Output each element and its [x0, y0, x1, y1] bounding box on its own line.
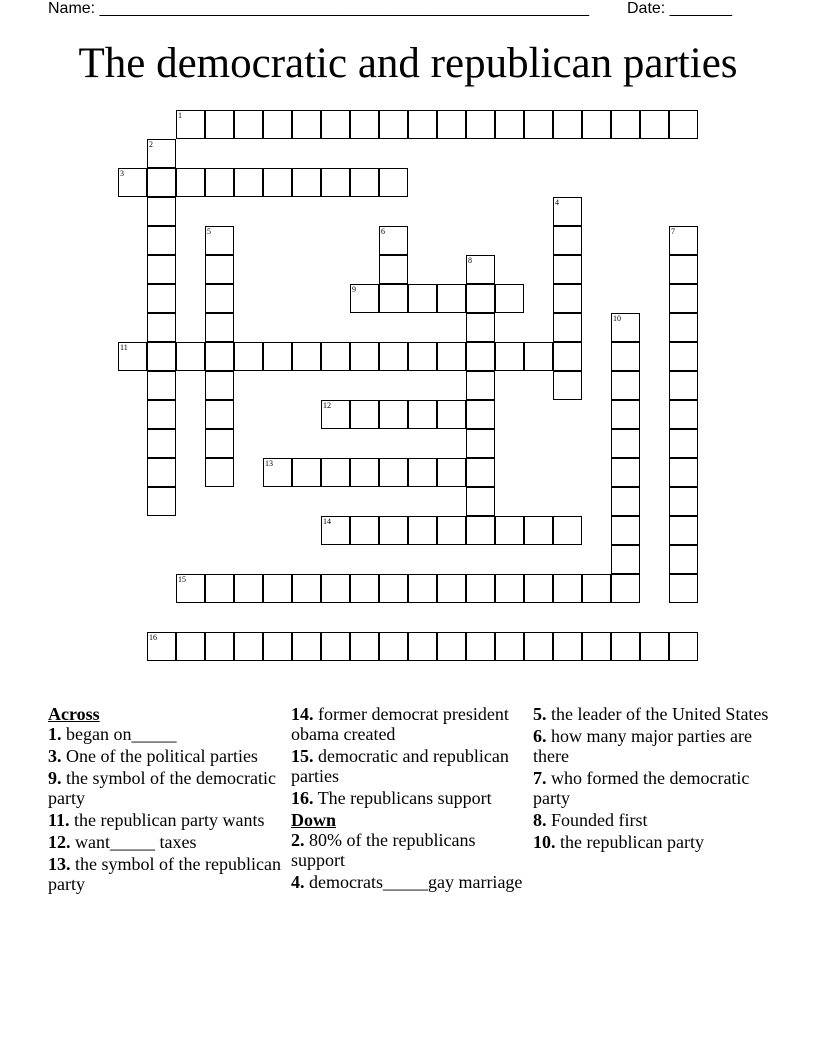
clue-text: the leader of the United States: [551, 704, 769, 724]
clue-number: 16.: [291, 788, 314, 808]
crossword-cell: [466, 284, 495, 313]
across-clue: [48, 854, 284, 894]
crossword-cell: [408, 458, 437, 487]
crossword-cell: [611, 632, 640, 661]
crossword-cell: [611, 429, 640, 458]
cell-number: 4: [555, 198, 559, 207]
crossword-cell: [147, 371, 176, 400]
crossword-cell: [234, 342, 263, 371]
crossword-cell: [669, 516, 698, 545]
clue-number: 7.: [533, 768, 547, 788]
cell-number: 15: [178, 575, 186, 584]
crossword-cell: [321, 458, 350, 487]
crossword-cell: [292, 632, 321, 661]
crossword-cell: [147, 284, 176, 313]
clue-column-1: [48, 704, 284, 896]
crossword-cell: [553, 197, 582, 226]
crossword-cell: [292, 342, 321, 371]
crossword-cell: [669, 284, 698, 313]
crossword-cell: [437, 342, 466, 371]
cell-number: 11: [120, 343, 128, 352]
crossword-cell: [350, 342, 379, 371]
crossword-cell: [379, 458, 408, 487]
crossword-cell: [205, 342, 234, 371]
crossword-cell: [611, 110, 640, 139]
cell-number: 13: [265, 459, 273, 468]
crossword-cell: [205, 429, 234, 458]
crossword-cell: [466, 110, 495, 139]
crossword-cell: [205, 458, 234, 487]
crossword-cell: [350, 516, 379, 545]
crossword-cell: [669, 255, 698, 284]
crossword-cell: [466, 342, 495, 371]
page-title: The democratic and republican parties: [78, 40, 738, 87]
crossword-cell: [205, 168, 234, 197]
crossword-cell: [669, 110, 698, 139]
crossword-cell: [205, 632, 234, 661]
crossword-cell: [437, 458, 466, 487]
across-clue: [48, 832, 284, 852]
clue-text: democrats_____gay marriage: [309, 872, 523, 892]
date-field-label: Date: _______: [627, 0, 732, 17]
crossword-cell: [669, 400, 698, 429]
crossword-cell: [553, 516, 582, 545]
crossword-cell: [466, 574, 495, 603]
crossword-cell: [611, 574, 640, 603]
crossword-cell: [553, 255, 582, 284]
crossword-cell: [292, 168, 321, 197]
crossword-cell: [408, 400, 437, 429]
crossword-cell: [263, 574, 292, 603]
crossword-cell: [205, 110, 234, 139]
crossword-cell: [437, 110, 466, 139]
crossword-cell: [669, 487, 698, 516]
crossword-cell: [611, 342, 640, 371]
crossword-cell: [321, 110, 350, 139]
crossword-cell: [350, 400, 379, 429]
crossword-cell: [437, 574, 466, 603]
crossword-cell: [379, 284, 408, 313]
crossword-cell: [292, 110, 321, 139]
crossword-cell: [205, 226, 234, 255]
cell-number: 14: [323, 517, 331, 526]
crossword-cell: [408, 342, 437, 371]
crossword-cell: [669, 574, 698, 603]
crossword-cell: [669, 371, 698, 400]
crossword-cell: [611, 545, 640, 574]
crossword-cell: [669, 342, 698, 371]
crossword-cell: [495, 342, 524, 371]
clue-number: 4.: [291, 872, 305, 892]
crossword-cell: [379, 632, 408, 661]
cell-number: 8: [468, 256, 472, 265]
crossword-cell: [379, 168, 408, 197]
clue-number: 15.: [291, 746, 314, 766]
crossword-cell: [147, 226, 176, 255]
crossword-cell: [292, 458, 321, 487]
cell-number: 6: [381, 227, 385, 236]
clue-text: who formed the democratic party: [533, 768, 750, 808]
crossword-cell: [495, 284, 524, 313]
crossword-cell: [234, 574, 263, 603]
crossword-cell: [582, 110, 611, 139]
clue-text: began on_____: [66, 724, 177, 744]
crossword-cell: [466, 458, 495, 487]
crossword-cell: [263, 110, 292, 139]
crossword-cell: [234, 168, 263, 197]
crossword-cell: [495, 574, 524, 603]
across-clue: [48, 768, 284, 808]
crossword-cell: [321, 400, 350, 429]
crossword-cell: [437, 632, 466, 661]
crossword-cell: [176, 110, 205, 139]
crossword-cell: [524, 110, 553, 139]
crossword-cell: [640, 110, 669, 139]
crossword-cell: [176, 342, 205, 371]
crossword-cell: [176, 574, 205, 603]
clue-text: the symbol of the republican party: [48, 854, 281, 894]
crossword-cell: [350, 110, 379, 139]
crossword-cell: [553, 313, 582, 342]
crossword-cell: [582, 574, 611, 603]
crossword-cell: [379, 574, 408, 603]
crossword-cell: [408, 516, 437, 545]
crossword-cell: [147, 168, 176, 197]
crossword-cell: [321, 168, 350, 197]
crossword-cell: [147, 342, 176, 371]
crossword-cell: [408, 110, 437, 139]
crossword-cell: [234, 632, 263, 661]
down-clue: [533, 768, 783, 808]
down-clue: [533, 832, 783, 852]
down-clue: [533, 704, 783, 724]
crossword-cell: [205, 255, 234, 284]
clue-number: 9.: [48, 768, 62, 788]
cell-number: 3: [120, 169, 124, 178]
clue-text: the republican party wants: [74, 810, 265, 830]
crossword-cell: [379, 226, 408, 255]
crossword-cell: [234, 110, 263, 139]
crossword-cell: [582, 632, 611, 661]
crossword-cell: [669, 632, 698, 661]
cell-number: 12: [323, 401, 331, 410]
crossword-cell: [147, 139, 176, 168]
crossword-cell: [437, 516, 466, 545]
crossword-cell: [263, 168, 292, 197]
crossword-cell: [466, 487, 495, 516]
crossword-cell: [437, 400, 466, 429]
crossword-cell: [524, 574, 553, 603]
crossword-cell: [147, 632, 176, 661]
crossword-cell: [466, 429, 495, 458]
clue-number: 12.: [48, 832, 71, 852]
crossword-cell: [669, 545, 698, 574]
clue-column-3: [533, 704, 783, 854]
crossword-cell: [553, 284, 582, 313]
crossword-cell: [466, 632, 495, 661]
crossword-cell: [553, 342, 582, 371]
crossword-cell: [292, 574, 321, 603]
crossword-cell: [611, 487, 640, 516]
down-clue: [291, 830, 527, 870]
crossword-cell: [147, 487, 176, 516]
crossword-cell: [611, 516, 640, 545]
crossword-cell: [321, 632, 350, 661]
cell-number: 7: [671, 227, 675, 236]
crossword-cell: [350, 168, 379, 197]
crossword-cell: [524, 516, 553, 545]
cell-number: 10: [613, 314, 621, 323]
crossword-cell: [669, 429, 698, 458]
across-heading: Across: [48, 704, 100, 724]
crossword-cell: [205, 313, 234, 342]
crossword-cell: [263, 458, 292, 487]
clue-text: how many major parties are there: [533, 726, 752, 766]
crossword-cell: [205, 371, 234, 400]
cell-number: 1: [178, 111, 182, 120]
crossword-cell: [669, 226, 698, 255]
crossword-cell: [350, 574, 379, 603]
clue-column-2: [291, 704, 527, 894]
clue-text: former democrat president obama created: [291, 704, 509, 744]
crossword-cell: [553, 632, 582, 661]
clue-text: the republican party: [560, 832, 704, 852]
down-clue: [533, 726, 783, 766]
crossword-cell: [176, 168, 205, 197]
clue-number: 13.: [48, 854, 71, 874]
crossword-cell: [379, 255, 408, 284]
clue-text: the symbol of the democratic party: [48, 768, 276, 808]
down-clue: [291, 872, 527, 892]
crossword-cell: [118, 342, 147, 371]
crossword-cell: [263, 342, 292, 371]
clue-number: 6.: [533, 726, 547, 746]
clue-number: 3.: [48, 746, 62, 766]
crossword-cell: [466, 313, 495, 342]
crossword-cell: [553, 574, 582, 603]
clue-number: 1.: [48, 724, 62, 744]
clue-number: 5.: [533, 704, 547, 724]
across-clue: [291, 746, 527, 786]
crossword-cell: [147, 400, 176, 429]
clue-number: 10.: [533, 832, 556, 852]
down-heading: Down: [291, 810, 337, 830]
crossword-cell: [466, 255, 495, 284]
crossword-cell: [321, 574, 350, 603]
crossword-cell: [147, 197, 176, 226]
crossword-cell: [669, 458, 698, 487]
crossword-cell: [350, 458, 379, 487]
crossword-cell: [147, 313, 176, 342]
crossword-cell: [611, 458, 640, 487]
crossword-cell: [263, 632, 292, 661]
name-field-label: Name: _______________________________________________________: [48, 0, 589, 17]
crossword-cell: [147, 255, 176, 284]
clue-text: 80% of the republicans support: [291, 830, 476, 870]
clue-number: 8.: [533, 810, 547, 830]
crossword-cell: [553, 371, 582, 400]
crossword-cell: [611, 313, 640, 342]
crossword-cell: [379, 110, 408, 139]
clue-number: 14.: [291, 704, 314, 724]
crossword-cell: [408, 284, 437, 313]
crossword-cell: [408, 574, 437, 603]
crossword-cell: [466, 371, 495, 400]
crossword-cell: [350, 632, 379, 661]
across-clue: [48, 724, 284, 744]
crossword-cell: [495, 632, 524, 661]
crossword-cell: [379, 516, 408, 545]
crossword-cell: [379, 342, 408, 371]
crossword-cell: [176, 632, 205, 661]
crossword-cell: [669, 313, 698, 342]
cell-number: 9: [352, 285, 356, 294]
crossword-cell: [408, 632, 437, 661]
clue-text: democratic and republican parties: [291, 746, 509, 786]
down-clue: [533, 810, 783, 830]
crossword-cell: [553, 226, 582, 255]
clue-text: One of the political parties: [66, 746, 258, 766]
crossword-cell: [466, 400, 495, 429]
crossword-cell: [640, 632, 669, 661]
crossword-cell: [495, 516, 524, 545]
crossword-cell: [495, 110, 524, 139]
crossword-cell: [205, 574, 234, 603]
crossword-cell: [321, 342, 350, 371]
clue-number: 2.: [291, 830, 305, 850]
across-clue: [48, 746, 284, 766]
across-clue: [291, 788, 527, 808]
crossword-cell: [437, 284, 466, 313]
crossword-cell: [466, 516, 495, 545]
crossword-cell: [611, 371, 640, 400]
cell-number: 16: [149, 633, 157, 642]
across-clue: [48, 810, 284, 830]
cell-number: 2: [149, 140, 153, 149]
crossword-cell: [611, 400, 640, 429]
crossword-cell: [205, 284, 234, 313]
clue-text: Founded first: [551, 810, 648, 830]
across-clue: [291, 704, 527, 744]
crossword-cell: [350, 284, 379, 313]
clue-text: The republicans support: [317, 788, 492, 808]
cell-number: 5: [207, 227, 211, 236]
crossword-cell: [524, 632, 553, 661]
crossword-cell: [118, 168, 147, 197]
crossword-cell: [553, 110, 582, 139]
clue-number: 11.: [48, 810, 70, 830]
crossword-cell: [524, 342, 553, 371]
crossword-cell: [321, 516, 350, 545]
clue-text: want_____ taxes: [75, 832, 197, 852]
crossword-cell: [147, 458, 176, 487]
crossword-cell: [205, 400, 234, 429]
crossword-cell: [147, 429, 176, 458]
crossword-cell: [379, 400, 408, 429]
